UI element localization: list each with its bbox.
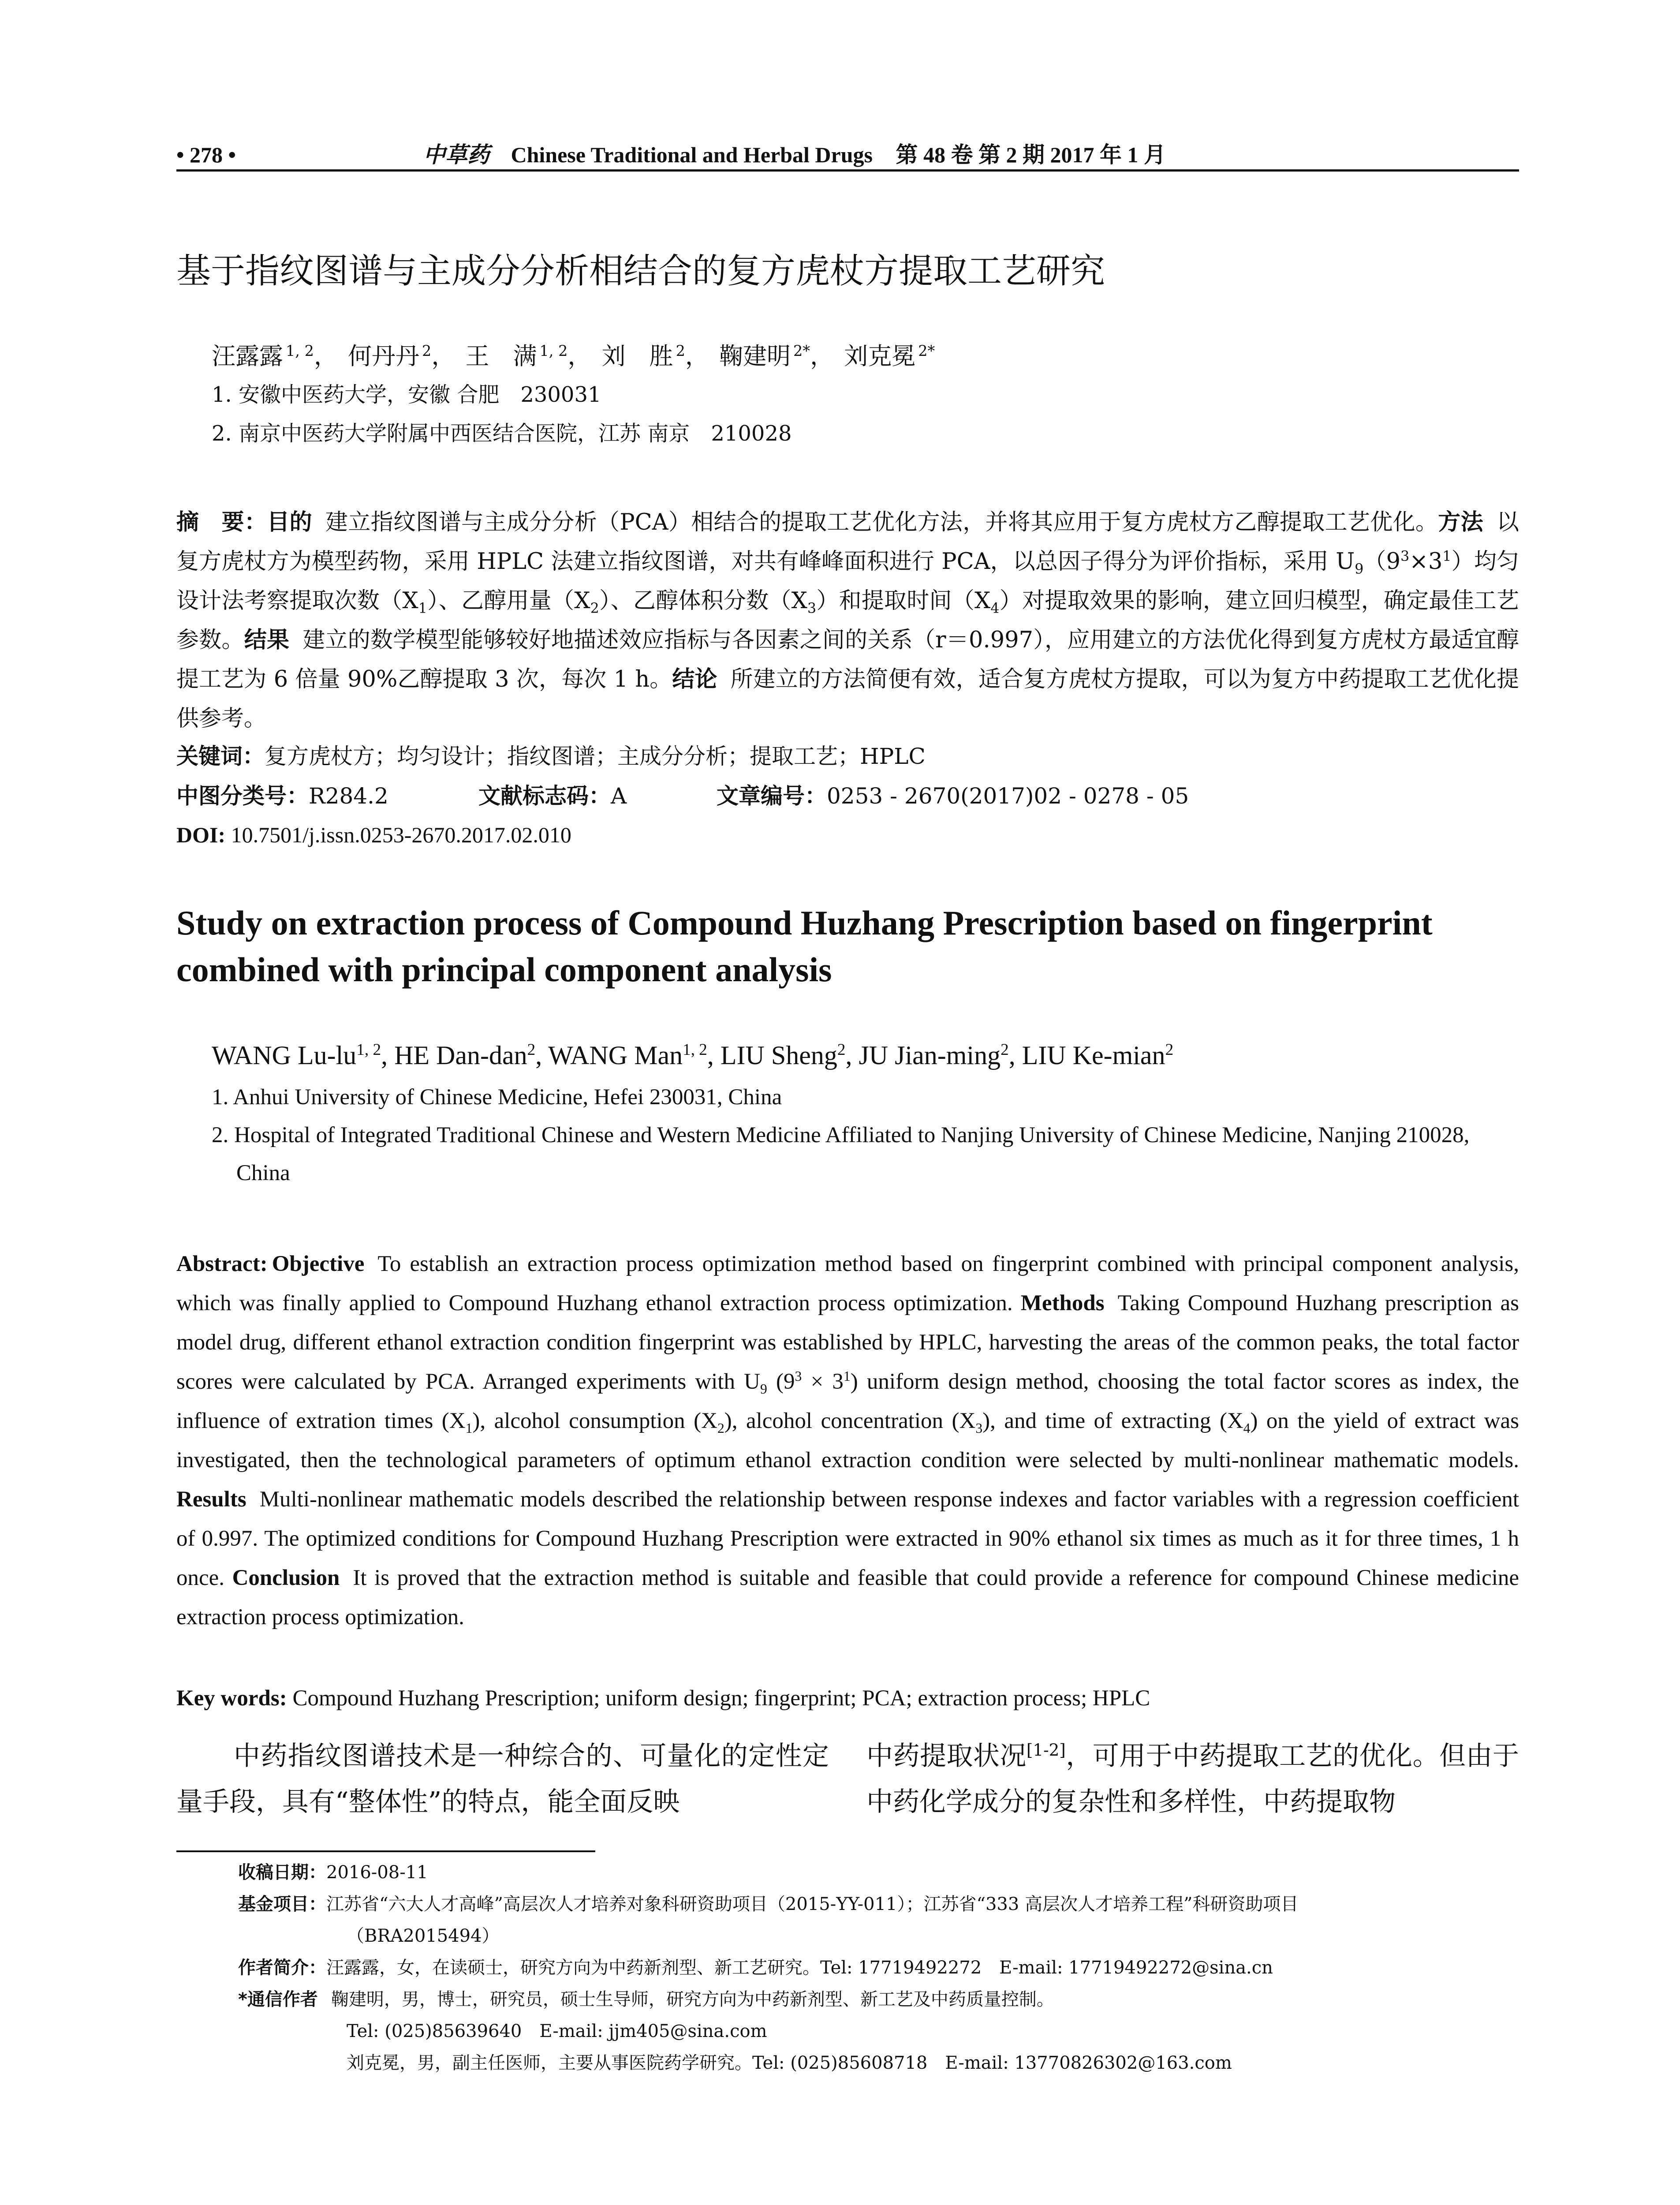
cn-author: 鞠建明 $^{2*}$， xyxy=(719,342,834,370)
page-number: • 278 • xyxy=(176,142,236,167)
body-column-left: 中药指纹图谱技术是一种综合的、可量化的定性定量手段，具有“整体性”的特点，能全面反映 xyxy=(176,1741,829,1817)
cn-classification xyxy=(176,778,1519,814)
citation-ref: [1-2] xyxy=(1026,1740,1066,1760)
cn-results-label: 结果 xyxy=(244,627,290,653)
doi-value: 10.7501/j.issn.0253-2670.2017.02.010 xyxy=(231,822,571,847)
cn-author-list xyxy=(212,339,937,374)
en-keywords-text: Compound Huzhang Prescription; uniform design; fingerprint; PCA; extraction process; HPLC xyxy=(292,1686,1150,1711)
cn-affiliation-2: 2. 南京中医药大学附属中西医结合医院，江苏 南京 210028 xyxy=(212,421,792,446)
en-author: JU Jian-ming$^2$, xyxy=(859,1041,1022,1070)
cn-methods-label: 方法 xyxy=(1438,509,1483,535)
clc-label: 中图分类号： xyxy=(176,783,309,809)
cn-title: 基于指纹图谱与主成分分析相结合的复方虎杖方提取工艺研究 xyxy=(176,251,1105,291)
footnote-corresponding: *通信作者 鞠建明，男，博士，研究员，硕士生导师，研究方向为中药新剂型、新工艺及中药质量控制。 xyxy=(238,1989,1054,2010)
cn-author: 刘克冕 $^{2*}$ xyxy=(844,342,935,370)
cn-results: 建立的数学模型能够较好地描述效应指标与各因素之间的关系（r＝0.997），应用建立的方法优化得到复方虎杖方最适宜醇提工艺为 6 倍量 90%乙醇提取 3 次，每次 1 h。 xyxy=(176,627,1519,692)
cn-keywords xyxy=(176,739,1519,774)
en-results-label: Results xyxy=(176,1487,246,1512)
en-keywords xyxy=(176,1681,1519,1716)
cn-keywords-text: 复方虎杖方；均匀设计；指纹图谱；主成分分析；提取工艺；HPLC xyxy=(265,744,926,769)
en-methods-label: Methods xyxy=(1020,1291,1105,1316)
cn-author: 刘 胜 $^2$， xyxy=(601,342,709,370)
doi-label: DOI: xyxy=(176,822,226,847)
en-author: LIU Ke-mian$^2$ xyxy=(1022,1041,1174,1070)
footnote-fund: 基金项目：江苏省“六大人才高峰”高层次人才培养对象科研资助项目（2015-YY-011）；江苏省“333 高层次人才培养工程”科研资助项目 xyxy=(238,1894,1299,1914)
footnote-divider xyxy=(176,1850,595,1852)
footnotes xyxy=(238,1857,1519,2079)
article-no-label: 文章编号： xyxy=(717,783,827,809)
cn-keywords-label: 关键词： xyxy=(176,744,265,769)
en-results: Multi-nonlinear mathematic models described the relationship between response indexes and factor variables with a regression coefficient of 0.997. The optimized conditions for Compound Huzhang Prescription were extracted in 90% ethanol six times as much as it for three times, 1 h once. xyxy=(176,1487,1519,1590)
cn-objective: 建立指纹图谱与主成分分析（PCA）相结合的提取工艺优化方法，并将其应用于复方虎杖方乙醇提取工艺优化。 xyxy=(325,509,1438,535)
en-keywords-label: Key words: xyxy=(176,1686,287,1711)
clc-value: R284.2 xyxy=(309,783,388,809)
footnote-fund-cont: （BRA2015494） xyxy=(347,1926,500,1946)
footnote-author-bio: 作者简介：汪露露，女，在读硕士，研究方向为中药新剂型、新工艺研究。Tel: 17719492272 E-mail: 17719492272@sina.cn xyxy=(238,1958,1273,1978)
en-author: WANG Lu-lu$^{1, 2}$, xyxy=(212,1041,395,1070)
cn-author: 何丹丹 $^2$， xyxy=(348,342,455,370)
cn-author: 王 满 $^{1, 2}$， xyxy=(465,342,592,370)
journal-name xyxy=(423,140,1166,169)
en-affiliations xyxy=(212,1078,1519,1192)
running-header xyxy=(176,140,1519,172)
en-conclusion: It is proved that the extraction method is suitable and feasible that could provide a reference for compound Chinese medicine extraction process optimization. xyxy=(176,1566,1519,1629)
en-abstract: Abstract: Objective To establish an extraction process optimization method based on fingerprint combined with principal component analysis, which was finally applied to Compound Huzhang ethanol extraction process optimization. Methods Taking Compound Huzhang prescription as model drug, different ethanol extraction condition fingerprint was established by HPLC, harvesting the areas of the common peaks, the total factor scores were calculated by PCA. Arranged experiments with $U_9$ $(9^3 \times 3^1)$ uniform design method, choosing the total factor scores as index, the influence of extration times $(X_1)$, alcohol consumption $(X_2)$, alcohol concentration $(X_3)$, and time of extracting $(X_4)$ on the yield of extract was investigated, then the technological parameters of optimum ethanol extraction condition were selected by multi-nonlinear mathematic models. Results Multi-nonlinear mathematic models described the relationship between response indexes and factor variables with a regression coefficient of 0.997. The optimized conditions for Compound Huzhang Prescription were extracted in 90% ethanol six times as much as it for three times, 1 h once. Conclusion It is proved that the extraction method is suitable and feasible that could provide a reference for compound Chinese medicine extraction process optimization. xyxy=(176,1252,1519,1629)
cn-affiliation-1: 1. 安徽中医药大学，安徽 合肥 230031 xyxy=(212,382,601,407)
en-author-list xyxy=(212,1036,1173,1074)
article-no-value: 0253 - 2670(2017)02 - 0278 - 05 xyxy=(827,783,1189,809)
doc-code-label: 文献标志码： xyxy=(478,783,611,809)
footnote-received: 收稿日期：2016-08-11 xyxy=(238,1862,428,1883)
body-column-right: 中药提取状况[1-2]，可用于中药提取工艺的优化。但由于中药化学成分的复杂性和多样性，中药提取物 xyxy=(866,1740,1519,1817)
en-objective-label: Objective xyxy=(272,1252,365,1276)
en-author: HE Dan-dan$^2$, xyxy=(394,1041,549,1070)
en-abstract-label: Abstract: xyxy=(176,1252,268,1276)
journal-name-cn: 中草药 xyxy=(423,142,489,167)
cn-abstract-label: 摘 要： xyxy=(176,509,267,535)
cn-conclusion: 所建立的方法简便有效，适合复方虎杖方提取，可以为复方中药提取工艺优化提供参考。 xyxy=(176,666,1519,732)
cn-objective-label: 目的 xyxy=(267,509,313,535)
doi xyxy=(176,817,1519,852)
en-conclusion-label: Conclusion xyxy=(232,1566,340,1590)
en-title: Study on extraction process of Compound Huzhang Prescription based on fingerprint combined with principal component analysis xyxy=(176,904,1433,989)
doc-code-value: A xyxy=(611,783,627,809)
cn-conclusion-label: 结论 xyxy=(672,666,717,692)
cn-author: 汪露露 $^{1, 2}$， xyxy=(212,342,338,370)
cn-abstract: 摘 要：目的 建立指纹图谱与主成分分析（PCA）相结合的提取工艺优化方法，并将其应用于复方虎杖方乙醇提取工艺优化。方法 以复方虎杖方为模型药物，采用 HPLC 法建立指纹图谱，对共有峰峰面积进行 PCA，以总因子得分为评价指标，采用 $U_9(9^3\times 3^1)$均匀设计法考察提取次数$(X_1)$、乙醇用量$(X_2)$、乙醇体积分数$(X_3)$和提取时间$(X_4)$对提取效果的影响，建立回归模型，确定最佳工艺参数。结果 建立的数学模型能够较好地描述效应指标与各因素之间的关系（r＝0.997），应用建立的方法优化得到复方虎杖方最适宜醇提工艺为 6 倍量 90%乙醇提取 3 次，每次 1 h。结论 所建立的方法简便有效，适合复方虎杖方提取，可以为复方中药提取工艺优化提供参考。 xyxy=(176,509,1519,732)
en-affiliation-2: 2. Hospital of Integrated Traditional Chinese and Western Medicine Affiliated to Nanjing University of Chinese Medicine, Nanjing 210028, China xyxy=(212,1123,1470,1185)
en-author: WANG Man$^{1, 2}$, xyxy=(548,1041,721,1070)
en-objective: To establish an extraction process optimization method based on fingerprint combined with principal component analysis, which was finally applied to Compound Huzhang ethanol extraction process optimization. xyxy=(176,1252,1519,1316)
issue-info: 第 48 卷 第 2 期 2017 年 1 月 xyxy=(896,142,1166,167)
en-author: LIU Sheng$^2$, xyxy=(720,1041,859,1070)
footnote-corresponding-tel: Tel: (025)85639640 E-mail: jjm405@sina.com xyxy=(347,2021,767,2041)
footnote-corresponding-2: 刘克冕，男，副主任医师，主要从事医院药学研究。Tel: (025)85608718 E-mail: 13770826302@163.com xyxy=(347,2053,1232,2073)
en-affiliation-1: 1. Anhui University of Chinese Medicine, Hefei 230031, China xyxy=(212,1085,782,1110)
journal-name-en: Chinese Traditional and Herbal Drugs xyxy=(511,142,873,167)
